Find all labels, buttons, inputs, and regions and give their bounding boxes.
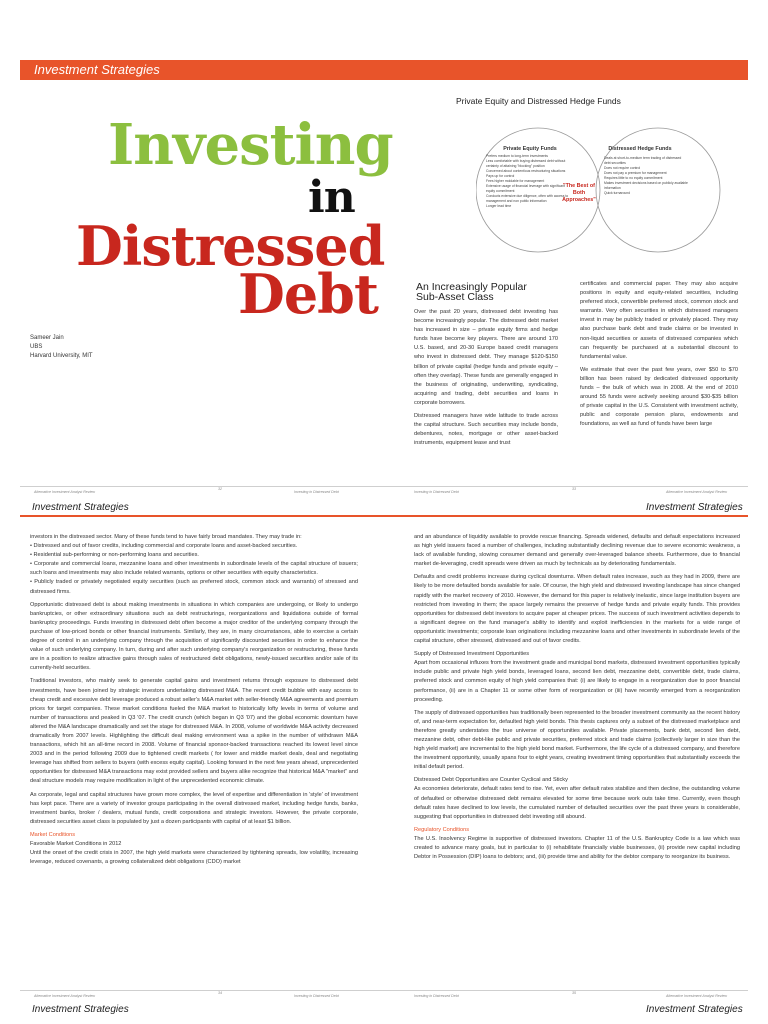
- venn-right-item: Does not pay a premium for management: [604, 171, 667, 175]
- body-paragraph: As economies deteriorate, default rates tend to rise. Yet, even after default rates stabilize and then decline, the outstanding volume of defaulted or otherwise distressed debt remains elevated for some time because work outs take time. Currently, even though default rates have declined to low levels, the cumulated number of defaulted securities over the past three years is considerable, suggesting that opportunities in distressed debt investing still abound.: [414, 786, 740, 820]
- footer-left: Alternative Investment Analyst Review: [34, 994, 95, 998]
- footer-mid: Investing in Distressed Debt: [294, 490, 339, 494]
- venn-center-label: "The Best of Both Approaches": [562, 183, 596, 203]
- venn-right-title: Distressed Hedge Funds: [608, 146, 672, 152]
- section-title: Investment Strategies: [34, 62, 160, 77]
- body-paragraph: Opportunistic distressed debt is about making investments in situations in which companies are undergoing, or likely to undergo bankruptcies, or other extraordinary situations such as debt restructurings, reorganizations and liquidations outside of formal bankruptcy proceedings. Funds investing in distressed debt often become a major creditor of the underlying company through the purchase of low-priced bonds or other financial instruments. Similarly, they are, in many circumstances, able to exercise a certain degree of control in an underlying company through the acquisition of significantly discounted securities in order to enhance the value of such underlying company. In turn, during and after such underlying company's reorganization or restructuring, these funds are in a position to realize attractive gains through sales of restructured debt obligations, newly-issued securities and/or sale of its currently-held securities.: [30, 601, 358, 672]
- subheading: Market Conditions: [30, 831, 76, 838]
- venn-left-item: Longer lead time: [486, 204, 512, 208]
- venn-left-title: Private Equity Funds: [503, 146, 557, 152]
- intro-paragraph: We estimate that over the past few years, over $50 to $70 billion has been raised by dedicated distressed opportunity funds – the bulk of which was in 2008. At the end of 2010 around 55 funds were actively seeking around $30-$35 billion of private capital in the U.S. Consistent with investment activity, public and corporate pension plans, endowments and foundations, as well as fund of funds have been large: [580, 366, 738, 428]
- title-investing: Investing: [108, 112, 393, 178]
- page-number: 34: [218, 991, 222, 995]
- venn-right-list: [604, 156, 688, 196]
- body-paragraph: The supply of distressed opportunities has traditionally been represented to the broader investment community as the recent history of, and near-term expectation for, defaulted high yield bonds. This thesis captures only a subset of the distressed marketplace and therefore greatly understates the true universe of opportunities available. Private placements, bank debt, second lien debt, mezzanine debt, other debt-like public and private securities, preferred stock and trade claims (collectively larger in size than the high yield market) are incremental to the high yield bond market. Furthermore, the life cycle of a distressed company, and therefore the investment opportunity, usually spans four to eight years, creating investment timing opportunities that substantially exceeds the initial default period.: [414, 709, 740, 771]
- body-paragraph: and an abundance of liquidity available to provide rescue financing. Spreads widened, defaults and default expectations increased as high yield issuers faced a number of challenges, including substantially declining revenue due to severe economic weakness, a lack of available funding, slowing consumer demand and generally over-leveraged balance sheets. Furthermore, due to financial market de-leveraging, credit spreads were driven as much by technicals as by deteriorating fundamentals.: [414, 534, 740, 568]
- spread-col2: [414, 533, 740, 866]
- intro-paragraph: Over the past 20 years, distressed debt investing has become increasingly popular. The distressed debt market has increased in size – private equity firms and hedge funds have become key players. There are around 170 U.S. based, and 20-30 Europe based credit managers who invest in distressed debt. They manage $120-$150 billion of private capital (hedge funds and private equity – often they overlap). These funds are generally engaged in the business of originating, underwriting, syndicating, acquiring and trading, debt securities and loans in corporate borrowers.: [414, 309, 558, 406]
- footer-right: Alternative Investment Analyst Review: [666, 490, 727, 494]
- bullet: • Distressed and out of favor credits, including commercial and corporate loans and asset-backed securities.: [30, 543, 298, 550]
- body-paragraph: Apart from occasional influxes from the investment grade and municipal bond markets, distressed investment opportunities typically include public and private high yield bonds, leveraged loans, second lien debt, mezzanine debt, convertible debt, trade claims, preferred stock and common equity of high yield companies that: (i) are likely to engage in a reorganization due to poor financial performance, (ii) are in a Chapter 11 or some other form of reorganization or (iii) have recently emerged from a reorganization proceeding.: [414, 660, 740, 703]
- author-block: [30, 334, 93, 361]
- header-bar-top: [20, 60, 748, 80]
- venn-left-item: Extensive usage of financial leverage with significant equity commitment: [486, 184, 565, 193]
- body-paragraph: Until the onset of the credit crisis in 2007, the high yield markets were characterized by tightening spreads, low volatility, increasing leverage, reduced covenants, a growing collateralized debt obligations (CDO) market: [30, 850, 358, 866]
- section-title-left: Investment Strategies: [32, 502, 129, 513]
- venn-left-item: Fees higher moldable for management: [486, 179, 545, 183]
- subheading: Supply of Distressed Investment Opportunities: [414, 651, 530, 658]
- footer-mid: Investing in Distressed Debt: [294, 994, 339, 998]
- author-name: Sameer Jain: [30, 335, 64, 341]
- page-number: 35: [572, 991, 576, 995]
- page-number: 33: [572, 487, 576, 491]
- intro-paragraph: Distressed managers have wide latitude to trade across the capital structure. Such securities may include bonds, debentures, notes, mortgage or other asset-backed instruments, equipment lease and trust: [414, 413, 558, 447]
- chart-title: Private Equity and Distressed Hedge Funds: [456, 96, 621, 106]
- venn-right-item: Quick turnaround: [604, 191, 631, 195]
- header-rule: [20, 515, 748, 517]
- intro-col2: [580, 280, 738, 434]
- venn-right-item: Deals at short-to-medium term trading of distressed debt securities: [604, 156, 682, 165]
- venn-right-item: Requires little to no equity commitment: [604, 176, 663, 180]
- footer-right: Alternative Investment Analyst Review: [666, 994, 727, 998]
- author-school: Harvard University, MIT: [30, 353, 93, 359]
- venn-left-item: Pays up for control: [486, 174, 515, 178]
- page-number: 32: [218, 487, 222, 491]
- footer-mid2: Investing in Distressed Debt: [414, 994, 459, 998]
- bullet: • Publicly traded or privately negotiated equity securities (such as preferred stock, common stock and warrants) of stressed and distressed firms.: [30, 579, 358, 595]
- body-paragraph: investors in the distressed sector. Many of these funds tend to have fairly broad mandates. They may trade in:: [30, 534, 302, 540]
- venn-left-item: Prefers medium to long-term investments: [486, 154, 548, 158]
- section-title-right: Investment Strategies: [646, 502, 743, 513]
- body-paragraph: The U.S. Insolvency Regime is supportive of distressed investors. Chapter 11 of the U.S. Bankruptcy Code is a law which was created to advance many goals, but in particular to (i) rehabilitate financially viable businesses, (ii) provide new capital including Debtor in Possession (DIP) loans to debtors; and, (iii) provide time and ability for the debtor company to reorganize its business.: [414, 835, 740, 861]
- subsection-heading-line1: An Increasingly Popular: [416, 281, 527, 293]
- subheading: Favorable Market Conditions in 2012: [30, 841, 122, 847]
- bullet: • Residential sub-performing or non-performing loans and securities.: [30, 552, 199, 559]
- venn-left-item: Conducts extensive due diligence, often with access to management and non public information: [486, 194, 569, 203]
- footer-rule: [20, 486, 748, 487]
- title-debt: Debt: [238, 262, 378, 326]
- spread-col1: [30, 533, 358, 871]
- venn-right-item: Does not require control: [604, 166, 641, 170]
- footer-mid2: Investing in Distressed Debt: [414, 490, 459, 494]
- intro-col1: [414, 308, 558, 452]
- section-title-bottom-left: Investment Strategies: [32, 1004, 129, 1015]
- section-title-bottom-right: Investment Strategies: [646, 1004, 743, 1015]
- author-org: UBS: [30, 344, 43, 350]
- footer-left: Alternative Investment Analyst Review: [34, 490, 95, 494]
- venn-left-item: Less comfortable with buying distressed debt without certainty of attaining "blocking" position: [486, 159, 566, 168]
- venn-left-item: Concerned about contentious restructuring situations: [486, 169, 566, 173]
- body-paragraph: Defaults and credit problems increase during cyclical downturns. When default rates increase, such as they had in 2009, there are likely to be more defaulted bonds available for sale. Of course, the high yield and distressed investing landscape has since changed rapidly with the market recovery of 2010. However, the demand for this paper is relatively inelastic, since large institution buyers are restricted from investing in them; the space largely remains the preserve of hedge funds and private equity funds. This provides opportunities for distressed debt investors to acquire paper at cheaper prices. The success of such investment activities depends to a significant degree on the fund manager's ability to identify and exploit inefficiencies in the markets for a wide range of opportunistic investments; corporate loan originations including mezzanine loans and other investments in subordinate levels of the capital structure, other stressed, distressed and out of favor credits.: [414, 574, 740, 645]
- title-in: in: [308, 172, 355, 223]
- subsection-heading: [416, 282, 527, 302]
- subsection-heading-line2: Sub-Asset Class: [416, 291, 494, 303]
- title-distressed: Distressed: [76, 214, 385, 278]
- body-paragraph: Traditional investors, who mainly seek to generate capital gains and investment returns through exposure to distressed debt investments, have been joined by strategic investors undertaking distressed M&A. The recent credit bubble with easy access to cheap credit and excessive debt leverage produced a robust seller's M&A market with seller-friendly M&A agreements and premium prices for target companies. These market conditions fueled the M&A market to historically lofty levels in terms of volume and number of transactions and peaked in Q3 '07. The credit crunch (which began in Q3 '07) and the global economic downturn have altered the M&A landscape dramatically and set the stage for distressed M&A. In 2008, volume of worldwide M&A activity decreased dramatically from 2007 levels. Highlighting the difficult deal making environment was a spike in the number of withdrawn M&A transactions, which hit an all-time record in 2008. Volume of financial sponsor-backed transactions reached its lowest level since 2003 and in the period following 2009 due to tightened credit markets ( for lower and middle market deals, deal and negotiating leverage has shifted from sellers to buyers (with excess equity capital). Looking forward in the next few years ahead, unprecedented opportunities for distressed M&A transactions may exist provided sellers and buyers alike recognize that historical M&A "market" and deal structure models may require modification in light of the unprecedented economic climate.: [30, 678, 358, 785]
- bullet: • Corporate and commercial loans, mezzanine loans and other investments in subordinate levels of the capital structure of issuers; such loans and investments may also include related warrants, options or other securities with equity characteristics.: [30, 561, 358, 577]
- body-paragraph: As corporate, legal and capital structures have grown more complex, the level of expertise and differentiation in 'style' of investment has kept pace. There are a variety of investor groups participating in the overall distressed market, including hedge funds, banks, investment banks, broker / dealers, mutual funds, credit corporations and strategic investors. However, the private corporate, distressed securities asset class is populated by just a dozen participants with capital of at least $1 billion.: [30, 791, 358, 825]
- footer-rule: [20, 990, 748, 991]
- venn-right-item: Makes investment decisions based on publicly available information: [604, 181, 688, 190]
- subheading: Distressed Debt Opportunities are Counter Cyclical and Sticky: [414, 777, 568, 784]
- subheading: Regulatory Conditions: [414, 826, 470, 833]
- intro-paragraph: certificates and commercial paper. They may also acquire positions in equity and equity-related securities, including preferred stock, convertible preferred stock, common stock and warrants. Very often securities in which distressed managers invest in may be publicly traded or privately placed. They may also purchase bank debt and trade claims or be invested in non-liquid securities or assets of distressed companies which can frequently be purchased at a substantial discount to fundamental value.: [580, 281, 738, 360]
